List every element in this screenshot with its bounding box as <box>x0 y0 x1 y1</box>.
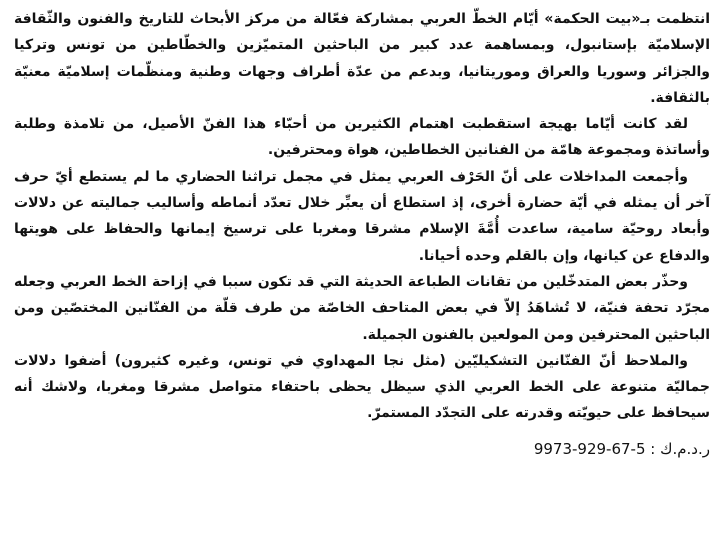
paragraph-3: وأجمعت المداخلات على أنّ الحَرْف العربي يمثل في مجمل تراثنا الحضاري ما لم يستطع أيّ حرف آخر أن يمثله في أيّة حضارة أخرى، إذ استطاع أن يعبِّر خلال تعدّد أنماطه وأساليب جماليته عن دلالات وأبعاد روحيّة سامية، ساعدت أُمَّةَ الإسلام مشرقا ومغربا على ترسيخ إيمانها والحفاظ على هويتها والدفاع عن كيانها، وإن بالقلم وحده أحيانا. <box>14 168 710 264</box>
isbn-number: 9973-929-67-5 <box>533 439 646 458</box>
paragraph-1: انتظمت بـ«بيت الحكمة» أيّام الخطّ العربي بمشاركة فعّالة من مركز الأبحاث للتاريخ والفنون والثّقافة الإسلاميّة بإستانبول، وبمساهمة عدد كبير من الباحثين المتميّزين والخطّاطين من تونس وتركيا والجزائر وسوريا والعراق وموريتانيا، وبدعم من عدّة أطراف وجهات وطنية ومنظّمات إسلاميّة معنيّة بالثقافة. <box>14 11 710 106</box>
paragraph-4: وحذّر بعض المتدخّلين من تقانات الطباعة الحديثة التي قد تكون سببا في إزاحة الخط العربي وجعله مجرّد تحفة فنيّة، لا تُشاهَدُ إلاّ في بعض المتاحف الخاصّة من طرف قلّة من الفنّانين المختصّين ومن الباحثين المحترفين ومن المولعين بالفنون الجميلة. <box>14 273 710 343</box>
isbn-label: ر.د.م.ك : <box>650 439 710 458</box>
isbn-line <box>14 437 710 461</box>
paragraph-5: والملاحظ أنّ الفنّانين التشكيليّين (مثل نجا المهداوي في تونس، وغيره كثيرون) أضفوا دلالات جماليّة متنوعة على الخط العربي الذي سيظل يحظى باحتفاء متواصل مشرقا ومغربا، ولاشك أنه سيحافظ على حيويّته وقدرته على التجدّد المستمرّ. <box>14 352 710 422</box>
paragraph-2: لقد كانت أيّاما بهيجة استقطبت اهتمام الكثيرين من أحبّاء هذا الفنّ الأصيل، من تلامذة وطلبة وأساتذة ومجموعة هامّة من الفنانين الخطاطين، هواة ومحترفين. <box>14 116 710 159</box>
